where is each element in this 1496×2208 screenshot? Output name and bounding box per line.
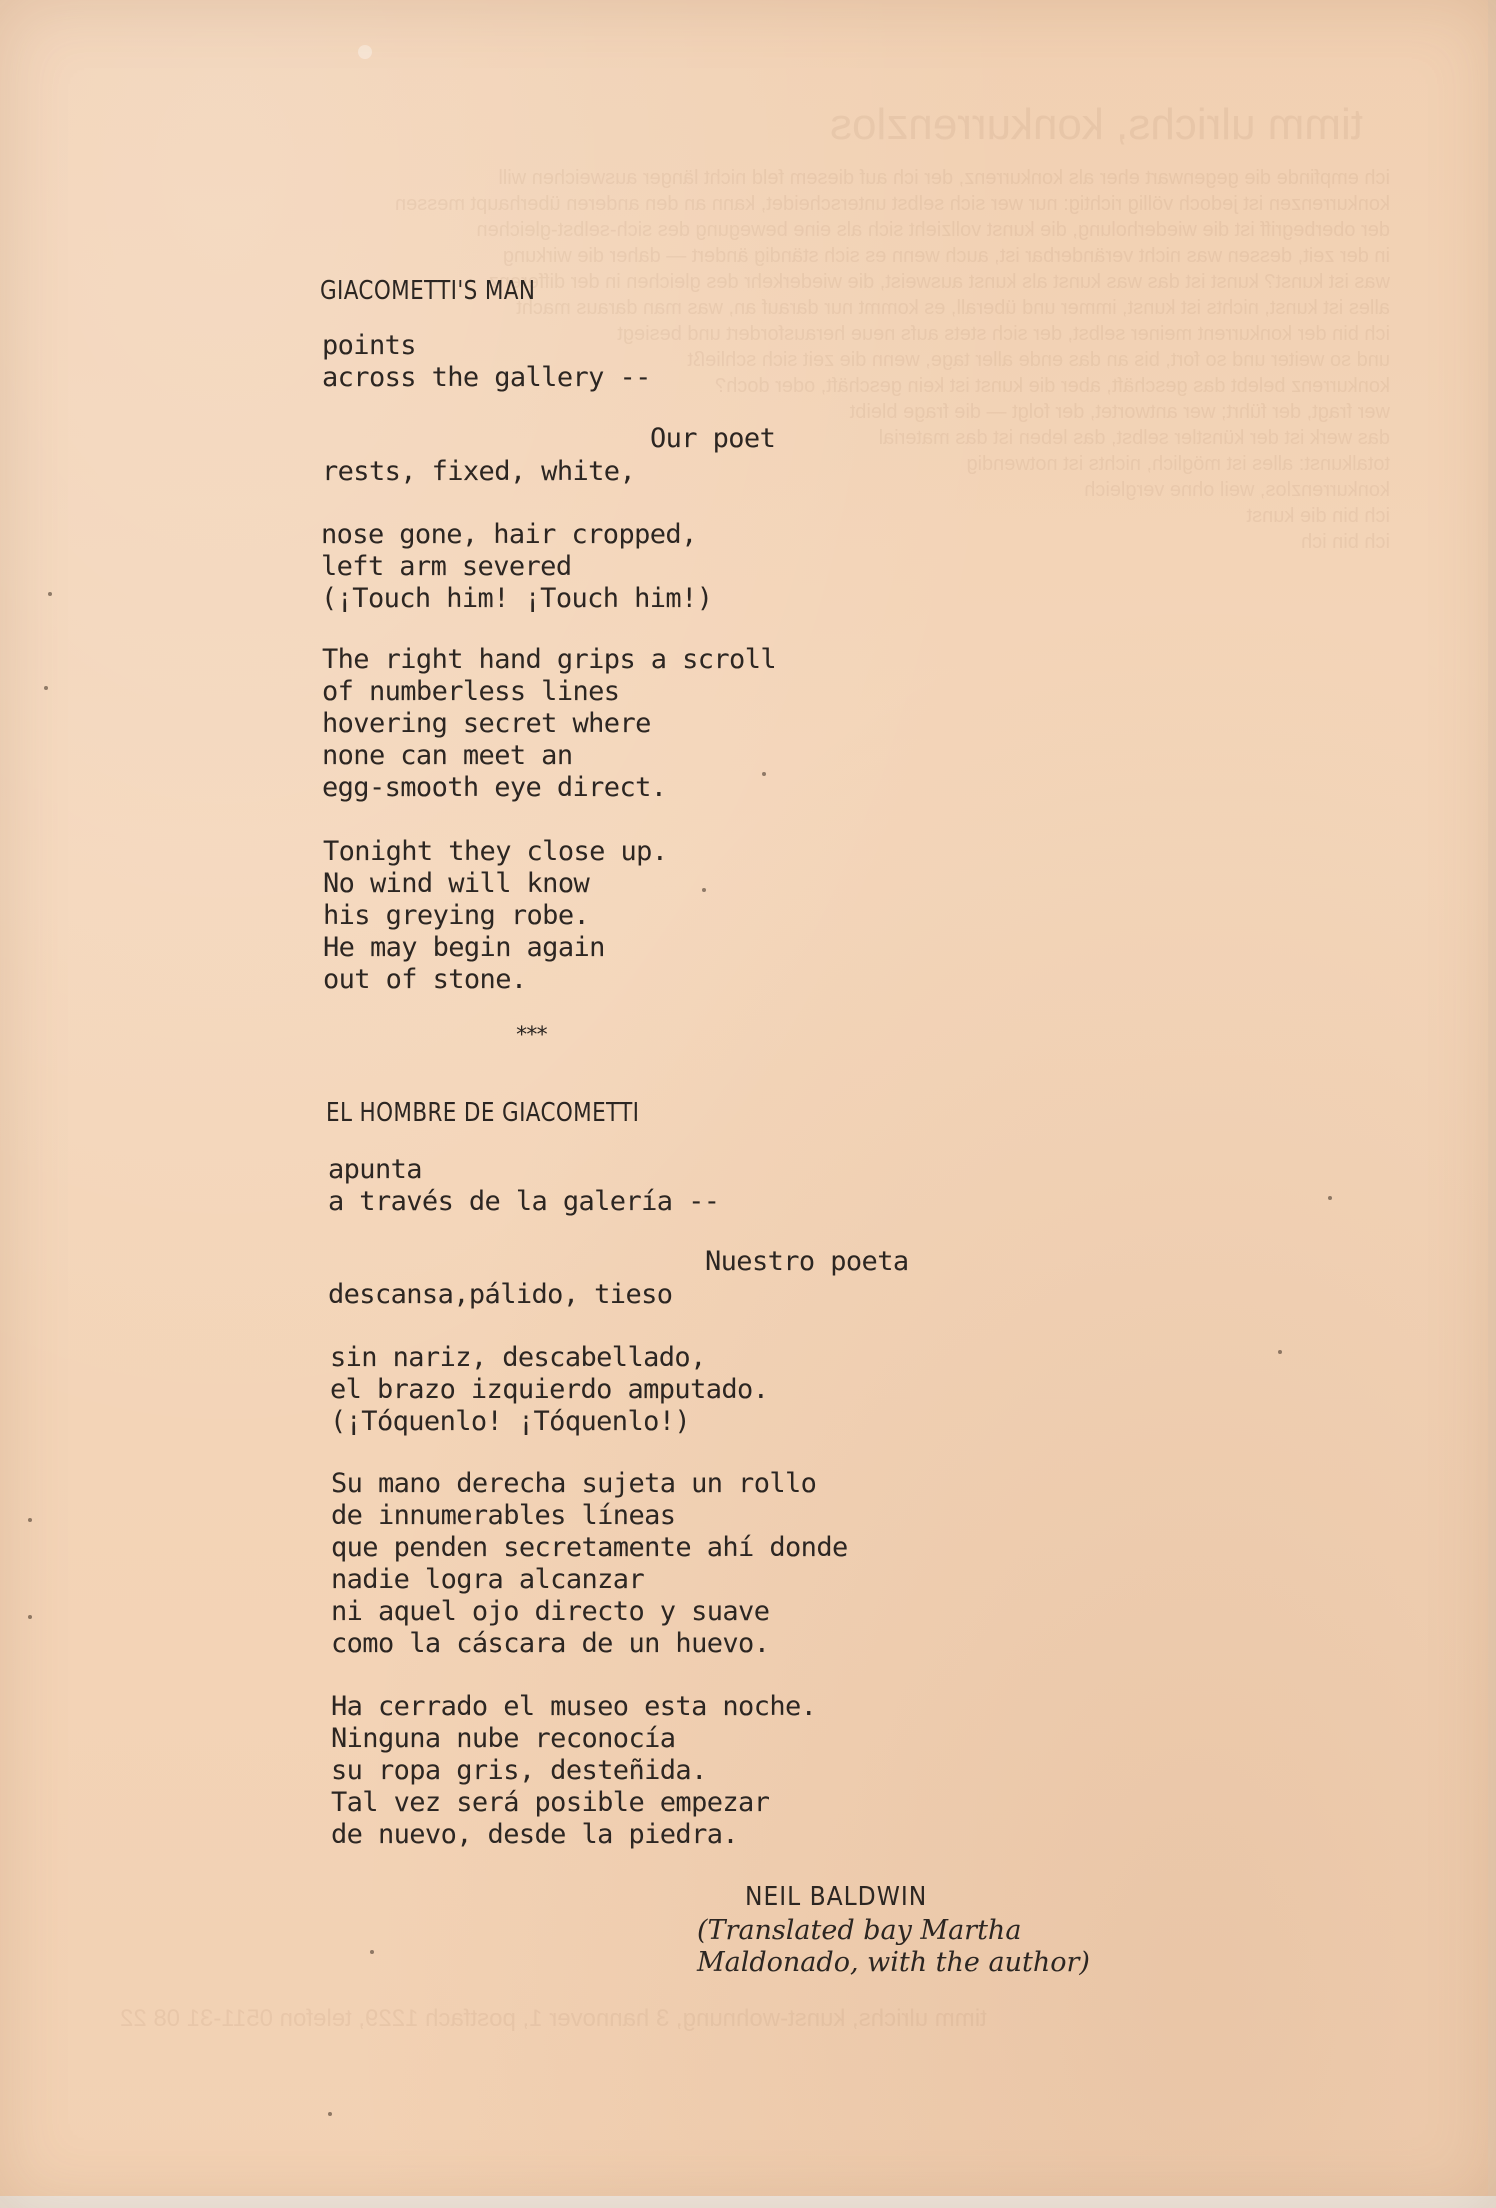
paper-speck: [48, 592, 52, 596]
poem-en-stanza-1: points across the gallery --: [322, 330, 651, 393]
poem-es-aside: Nuestro poeta: [705, 1246, 909, 1277]
paper-mark: [358, 45, 372, 59]
paper-speck: [28, 1615, 32, 1619]
section-separator: ***: [515, 1023, 546, 1048]
paper-speck: [44, 686, 48, 690]
show-through-body: ich empfinde die gegenwart eher als konkurrenz, der ich auf diesem feld nicht länger ausweichen will konkurrenzen ist jedoch völlig richtig: nur wer sich selbst unterscheidet, kann an den anderen überhaupt messen der oberbegriff ist die wiederholung, die kunst vollzieht sich als eine bewegung des sich-selbst-gleichen in der zeit, dessen was nicht veränderbar ist, auch wenn es sich ständig ändert — daher die wirkung was ist kunst? kunst ist das was kunst als kunst ausweist, die wiederkehr des gleichen in der differenz alles ist kunst, nichts ist kunst, immer und überall, es kommt nur darauf an, was man daraus macht ich bin der konkurrent meiner selbst, der sich stets aufs neue herausfordert und besiegt und so weiter und so fort, bis an das ende aller tage, wenn die zeit sich schließt konkurrenz belebt das geschäft, aber die kunst ist kein geschäft, oder doch? wer fragt, der führt; wer antwortet, der folgt — die frage bleibt das werk ist der künstler selbst, das leben ist das material totalkunst: alles ist möglich, nichts ist notwendig konkurrenzlos, weil ohne vergleich ich bin die kunst ich bin ich: [394, 167, 1390, 553]
poem-es-stanza-3: Su mano derecha sujeta un rollo de innumerables líneas que penden secretamente ahí donde nadie logra alcanzar ni aquel ojo directo y suave como la cáscara de un huevo.: [331, 1468, 848, 1659]
paper-speck: [1278, 1350, 1282, 1354]
translation-credit: (Translated bay Martha Maldonado, with the author): [697, 1915, 1090, 1978]
poem-en-stanza-1b: rests, fixed, white,: [322, 456, 636, 487]
paper-speck: [328, 2112, 332, 2116]
paper-speck: [762, 772, 766, 776]
poem-es-stanza-1b: descansa,pálido, tieso: [328, 1279, 673, 1310]
show-through-title: timm ulrichs, konkurrenzlos: [830, 100, 1364, 149]
paper-edge: [1488, 0, 1496, 2208]
paper-speck: [28, 1518, 32, 1522]
paper-speck: [1328, 1196, 1332, 1200]
poem-es-stanza-2: sin nariz, descabellado, el brazo izquierdo amputado. (¡Tóquenlo! ¡Tóquenlo!): [330, 1342, 769, 1437]
poem-en-stanza-3: The right hand grips a scroll of numberless lines hovering secret where none can meet an egg-smooth eye direct.: [322, 644, 777, 803]
poem-es-stanza-4: Ha cerrado el museo esta noche. Ninguna nube reconocía su ropa gris, desteñida. Tal vez será posible empezar de nuevo, desde la piedra.: [331, 1691, 817, 1850]
poem-en-stanza-4: Tonight they close up. No wind will know his greying robe. He may begin again out of stone.: [323, 836, 668, 995]
poem-title-english: GIACOMETTI'S MAN: [320, 276, 536, 306]
poem-en-stanza-2: nose gone, hair cropped, left arm severed (¡Touch him! ¡Touch him!): [321, 519, 713, 614]
paper-bottom-edge: [0, 2196, 1496, 2208]
show-through-footer: timm ulrichs, kunst-wohnung, 3 hannover 1, postfach 1229, telefon 0511-31 08 22: [120, 2005, 987, 2032]
paper-speck: [370, 1950, 374, 1954]
poem-es-stanza-1: apunta a través de la galería --: [328, 1154, 720, 1217]
poem-en-aside: Our poet: [650, 423, 776, 454]
author-name: NEIL BALDWIN: [745, 1882, 928, 1912]
poem-title-spanish: EL HOMBRE DE GIACOMETTI: [326, 1098, 640, 1128]
paper-speck: [702, 888, 706, 892]
